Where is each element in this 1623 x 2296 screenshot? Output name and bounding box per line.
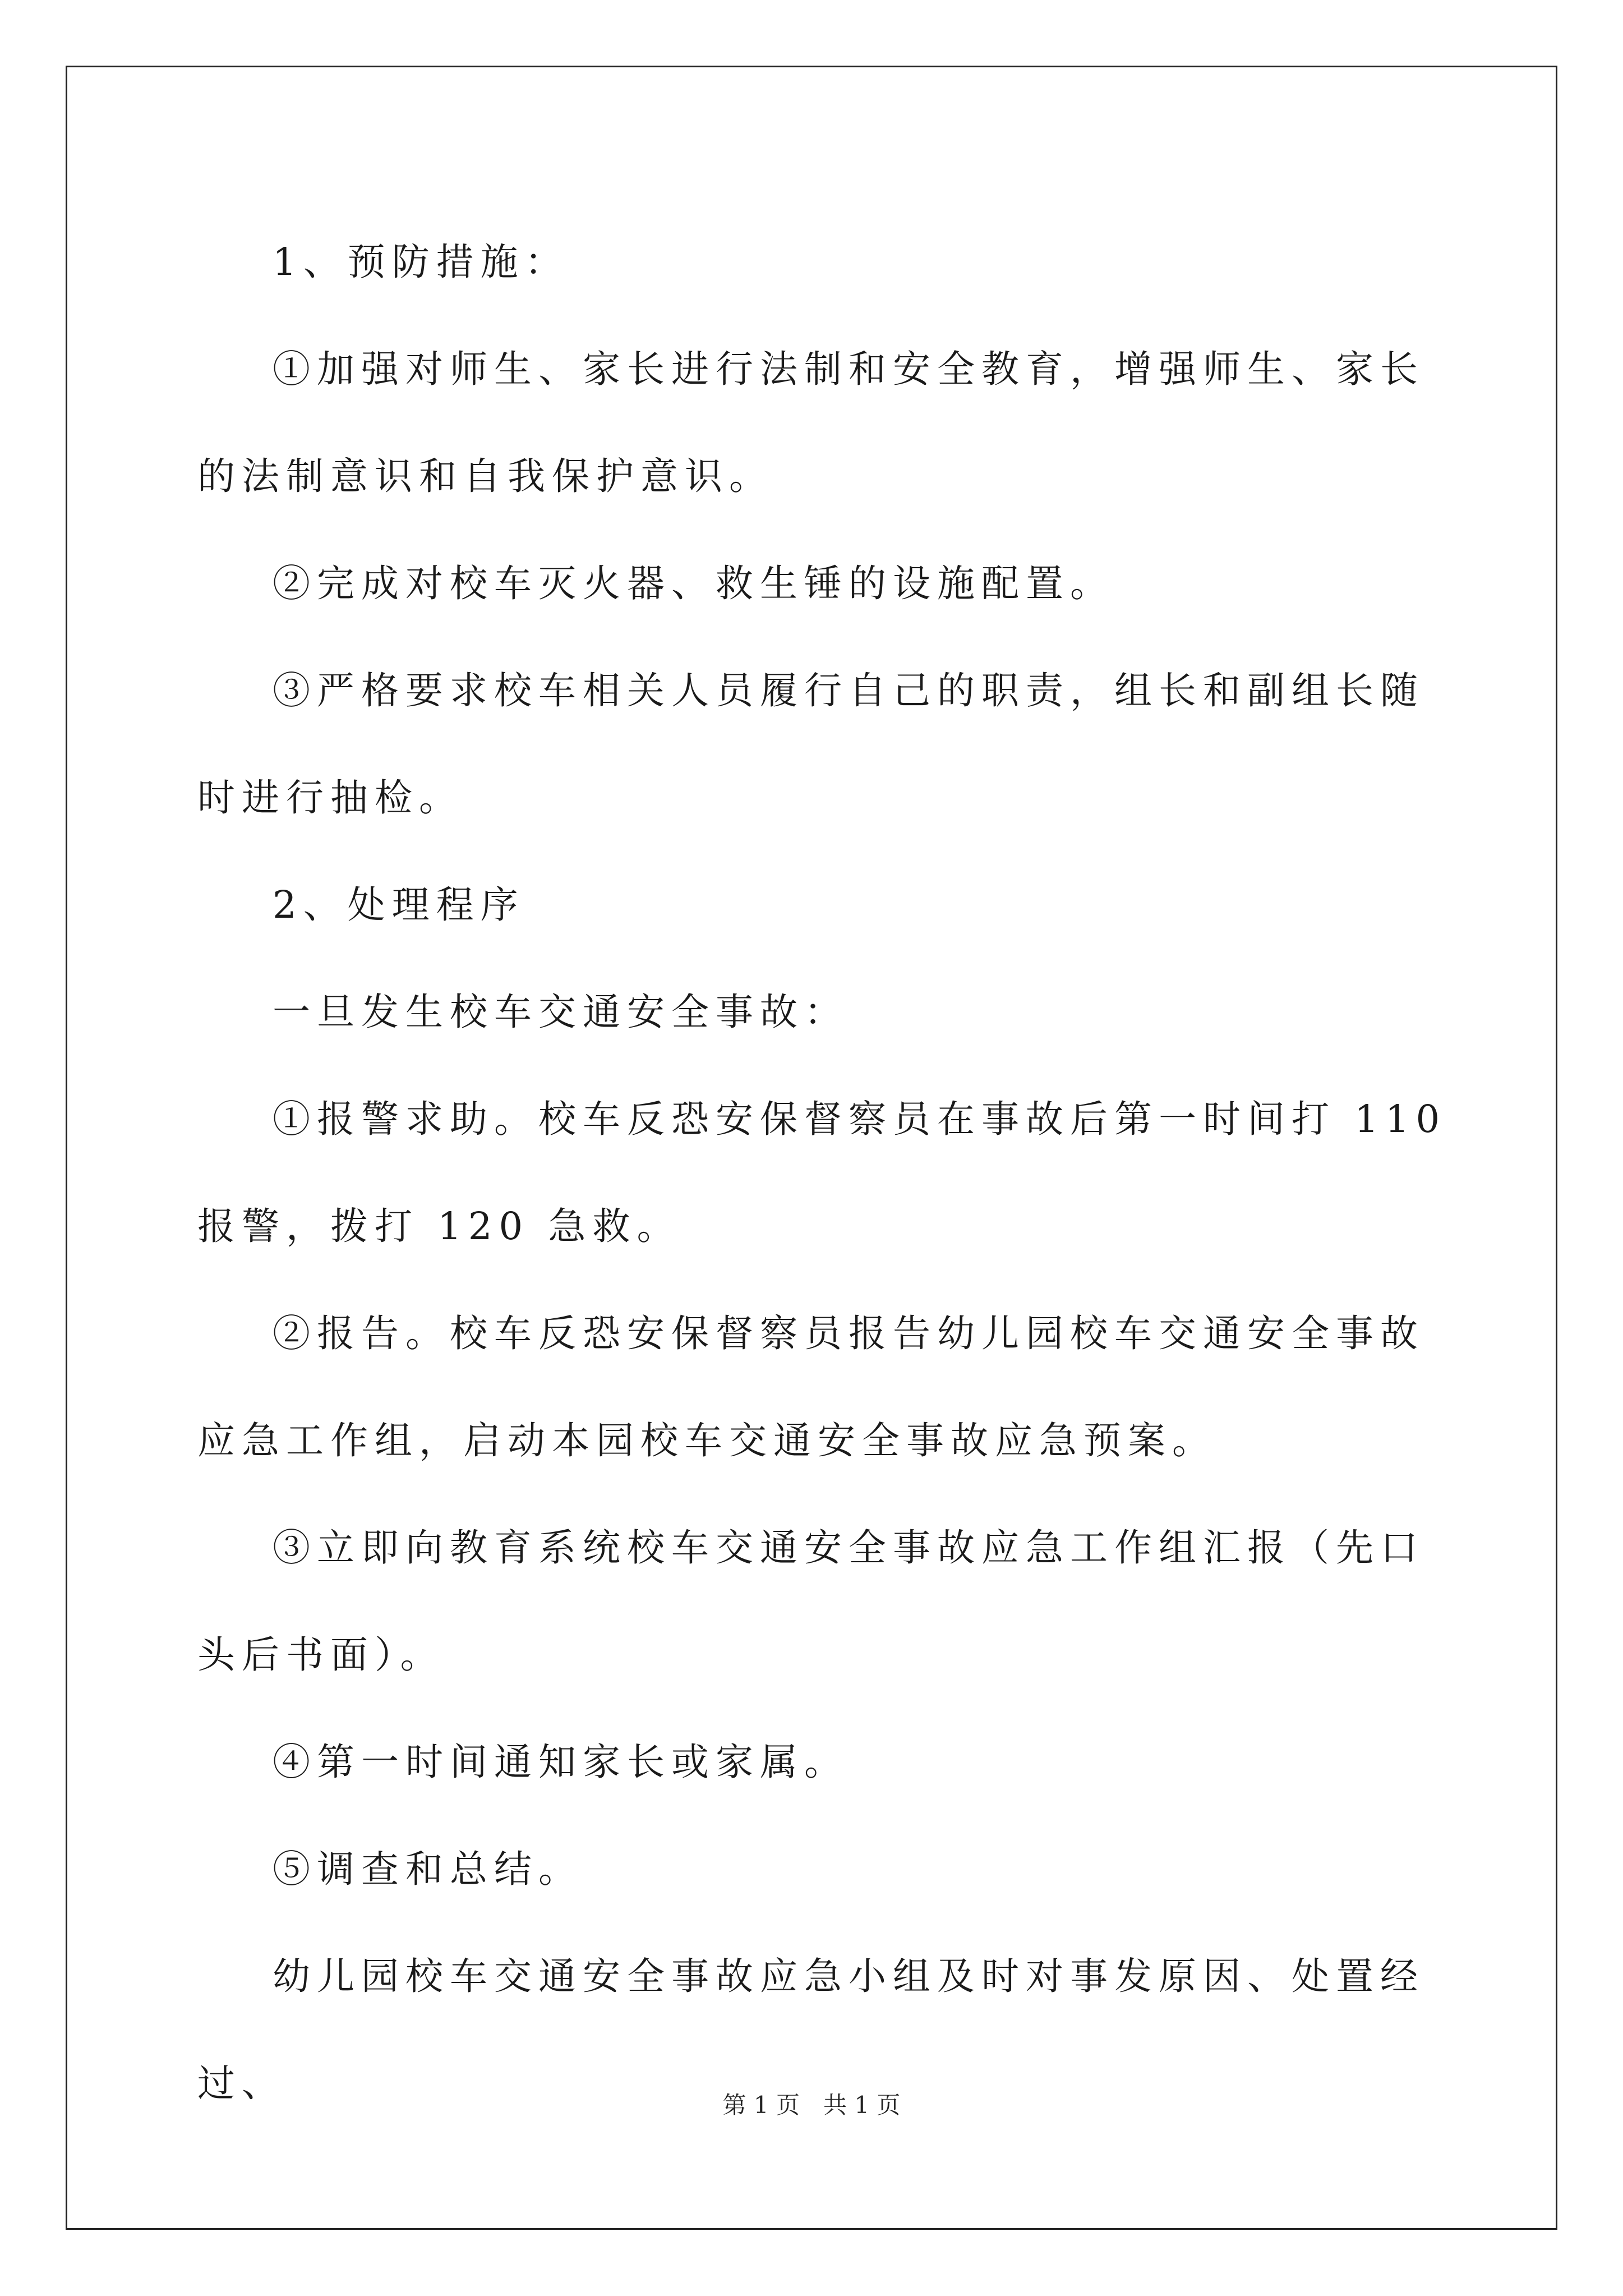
paragraph-prevention-1: ①加强对师生、家长进行法制和安全教育，增强师生、家长的法制意识和自我保护意识。 [197,347,1424,498]
heading-prevention: 1、预防措施： [273,240,569,284]
document-body [197,209,1454,2137]
paragraph-procedure-5: ⑤调查和总结。 [273,1847,583,1891]
paragraph-procedure-2: ②报告。校车反恐安保督察员报告幼儿园校车交通安全事故应急工作组，启动本园校车交通安全事故应急预案。 [197,1312,1424,1462]
page-number-footer: 第 1 页 共 1 页 [722,2091,901,2119]
paragraph-summary: 幼儿园校车交通安全事故应急小组及时对事发原因、处置经过、 [197,1954,1424,2105]
paragraph-procedure-intro: 一旦发生校车交通安全事故： [273,990,849,1034]
paragraph-prevention-3: ③严格要求校车相关人员履行自己的职责，组长和副组长随时进行抽检。 [197,669,1424,820]
paragraph-procedure-3: ③立即向教育系统校车交通安全事故应急工作组汇报（先口头后书面）。 [197,1526,1424,1677]
paragraph-prevention-2: ②完成对校车灭火器、救生锤的设施配置。 [273,562,1114,605]
paragraph-procedure-1: ①报警求助。校车反恐安保督察员在事故后第一时间打 110 报警，拨打 120 急救。 [197,1097,1447,1248]
paragraph-procedure-4: ④第一时间通知家长或家属。 [273,1740,849,1784]
heading-procedure: 2、处理程序 [273,883,525,927]
